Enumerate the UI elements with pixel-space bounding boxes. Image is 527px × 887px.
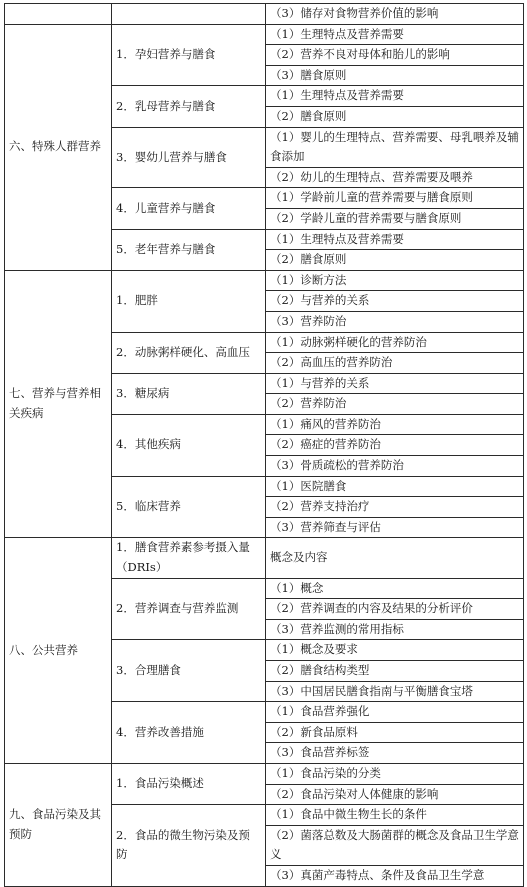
content-cell: （1）生理特点及营养需要 [266,86,524,107]
unit-cell: 八、公共营养 [5,538,112,764]
table-row [5,538,524,578]
content-cell: （1）概念 [266,578,524,599]
topic-cell: 1．肥胖 [112,270,266,332]
content-cell: （3）营养监测的常用指标 [266,619,524,640]
content-cell: （2）营养支持治疗 [266,497,524,518]
content-cell: （1）生理特点及营养需要 [266,229,524,250]
topic-cell: 3．婴幼儿营养与膳食 [112,127,266,188]
content-cell: （1）食品营养强化 [266,702,524,723]
topic-cell: 3．合理膳食 [112,640,266,702]
topic-cell: 3．糖尿病 [112,373,266,414]
content-cell: （1）婴儿的生理特点、营养需要、母乳喂养及辅食添加 [266,127,524,167]
content-cell: （2）营养调查的内容及结果的分析评价 [266,599,524,620]
table-row [5,4,524,25]
topic-cell: 1．膳食营养素参考摄入量（DRIs） [112,538,266,578]
content-cell: （1）食品污染的分类 [266,763,524,784]
content-cell: （3）骨质疏松的营养防治 [266,456,524,477]
content-cell: （2）高血压的营养防治 [266,353,524,374]
topic-cell: 2．食品的微生物污染及预防 [112,805,266,886]
content-cell: （2）新食品原料 [266,722,524,743]
content-cell: （3）营养筛查与评估 [266,517,524,538]
content-cell: （3）营养防治 [266,311,524,332]
content-cell: （2）与营养的关系 [266,291,524,312]
unit-cell: 七、营养与营养相关疾病 [5,270,112,538]
content-cell: （1）医院膳食 [266,476,524,497]
topic-cell: 4．其他疾病 [112,414,266,476]
table-row [5,24,524,45]
topic-cell: 5．临床营养 [112,476,266,538]
topic-cell: 2．营养调查与营养监测 [112,578,266,640]
content-cell: （2）菌落总数及大肠菌群的概念及食品卫生学意义 [266,825,524,865]
content-cell: （2）膳食原则 [266,250,524,271]
content-cell: （2）营养防治 [266,394,524,415]
syllabus-table [4,3,524,887]
topic-cell: 5．老年营养与膳食 [112,229,266,270]
topic-cell: 4．儿童营养与膳食 [112,188,266,229]
content-cell: （3）真菌产毒特点、条件及食品卫生学意 [266,865,524,886]
topic-cell: 2．乳母营养与膳食 [112,86,266,127]
content-cell: （1）诊断方法 [266,270,524,291]
content-cell: （1）概念及要求 [266,640,524,661]
topic-cell [112,4,266,25]
topic-cell: 1．食品污染概述 [112,763,266,804]
content-cell: （2）膳食结构类型 [266,661,524,682]
content-cell: （1）学龄前儿童的营养需要与膳食原则 [266,188,524,209]
content-cell: （2）膳食原则 [266,106,524,127]
topic-cell: 4．营养改善措施 [112,702,266,764]
syllabus-body [5,4,524,887]
content-cell: （2）学龄儿童的营养需要与膳食原则 [266,208,524,229]
content-cell: （2）幼儿的生理特点、营养需要及喂养 [266,167,524,188]
content-cell: （2）食品污染对人体健康的影响 [266,784,524,805]
unit-cell: 六、特殊人群营养 [5,24,112,270]
content-cell: （3）储存对食物营养价值的影响 [266,4,524,25]
content-cell: （3）食品营养标签 [266,743,524,764]
content-cell: （1）痛风的营养防治 [266,414,524,435]
topic-cell: 2．动脉粥样硬化、高血压 [112,332,266,373]
content-cell: （2）癌症的营养防治 [266,435,524,456]
content-cell: （1）食品中微生物生长的条件 [266,805,524,826]
unit-cell: 九、食品污染及其预防 [5,763,112,886]
content-cell: （3）中国居民膳食指南与平衡膳食宝塔 [266,681,524,702]
table-row [5,270,524,291]
table-row [5,763,524,784]
unit-cell [5,4,112,25]
content-cell: （1）生理特点及营养需要 [266,24,524,45]
content-cell: （1）与营养的关系 [266,373,524,394]
topic-cell: 1．孕妇营养与膳食 [112,24,266,86]
content-cell: （3）膳食原则 [266,65,524,86]
content-cell: （2）营养不良对母体和胎儿的影响 [266,45,524,66]
content-cell: （1）动脉粥样硬化的营养防治 [266,332,524,353]
content-cell: 概念及内容 [266,538,524,578]
